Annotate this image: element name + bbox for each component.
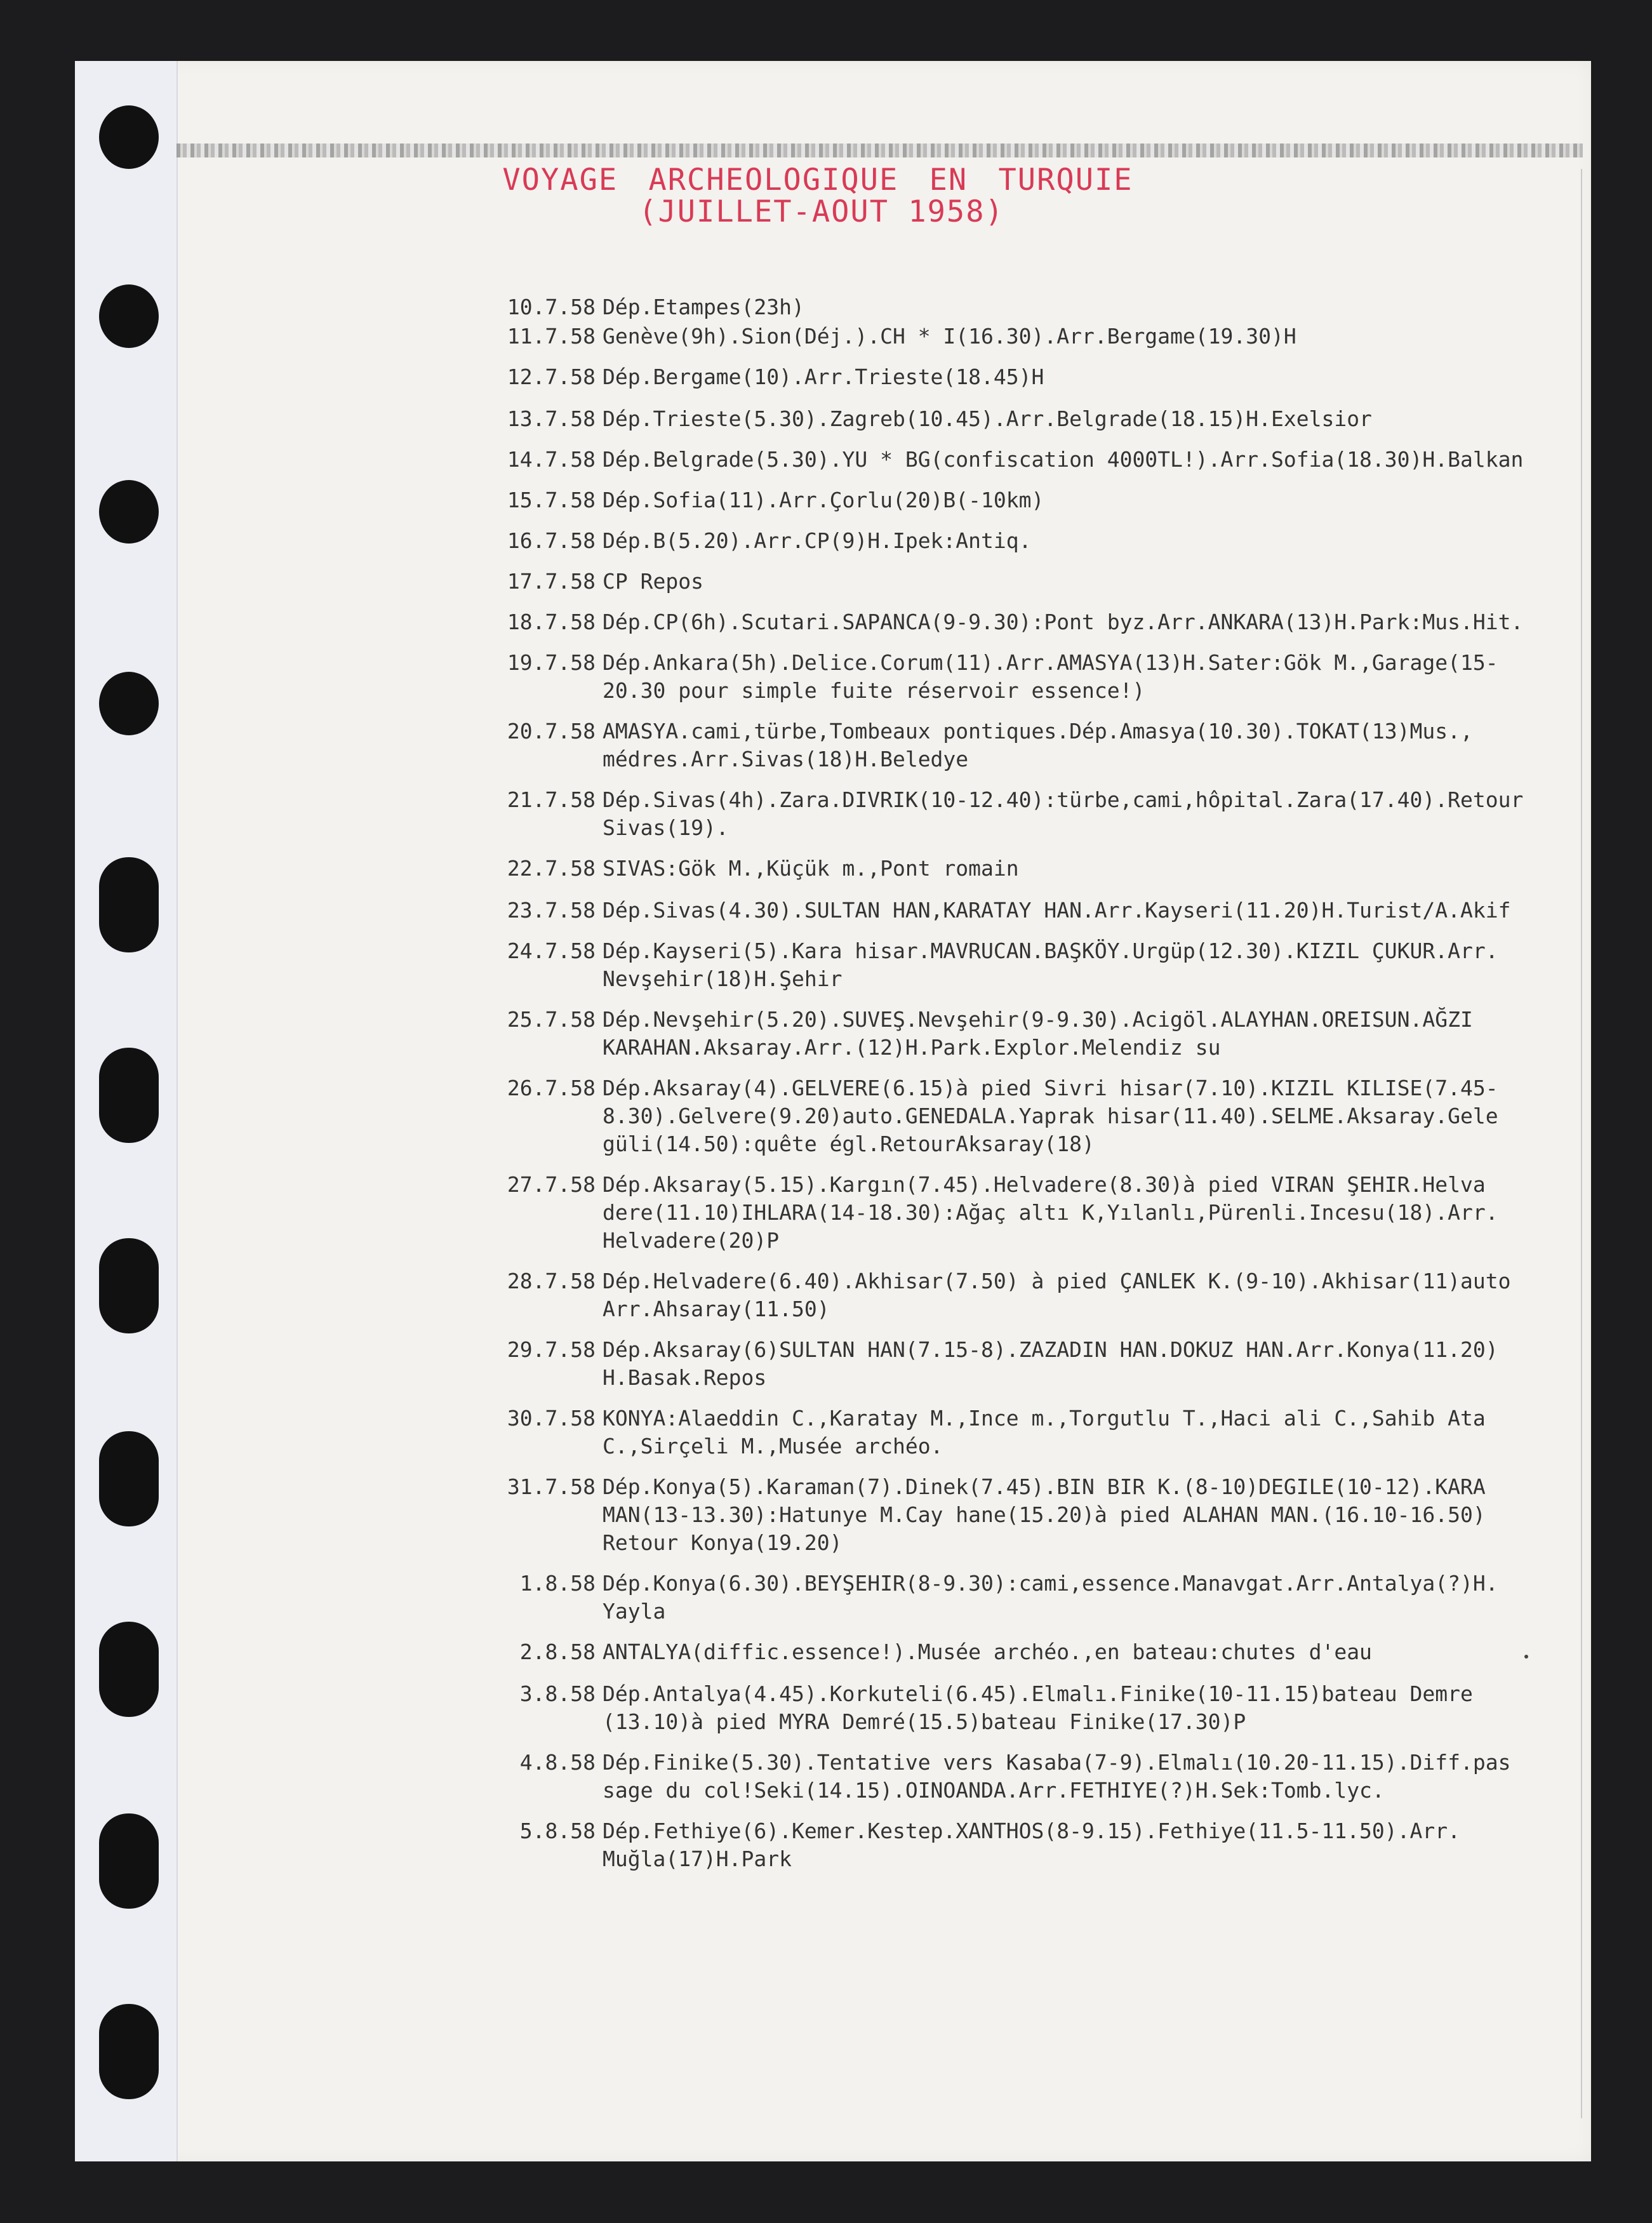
entry-date: 15.7.58 xyxy=(507,488,596,512)
entry-date: 24.7.58 xyxy=(507,938,596,963)
binder-hole xyxy=(99,1622,159,1717)
entry-text: Dép.Aksaray(4).GELVERE(6.15)à pied Sivri hisar(7.10).KIZIL KILISE(7.45- 8.30).Gelvere(9.20)auto.GENEDALA.Yaprak hisar(11.40).SELME.Aksaray.Gele güli(14.50):quête égl.RetourAksaray(18) xyxy=(603,1076,1498,1156)
entry-date: 20.7.58 xyxy=(507,719,596,744)
entry-text: AMASYA.cami,türbe,Tombeaux pontiques.Dép.Amasya(10.30).TOKAT(13)Mus., médres.Arr.Sivas(18)H.Beledye xyxy=(603,719,1473,771)
entry-text: Dép.Fethiye(6).Kemer.Kestep.XANTHOS(8-9.15).Fethiye(11.5-11.50).Arr. Muğla(17)H.Park xyxy=(603,1819,1461,1871)
binder-hole xyxy=(99,1238,159,1333)
entry-date: 11.7.58 xyxy=(507,324,596,349)
entry-text: Dép.B(5.20).Arr.CP(9)H.Ipek:Antiq. xyxy=(603,528,1032,553)
paper-sheet xyxy=(75,61,1591,2161)
entry-text: Dép.Ankara(5h).Delice.Corum(11).Arr.AMASYA(13)H.Sater:Gök M.,Garage(15- 20.30 pour simple fuite réservoir essence!) xyxy=(603,650,1498,703)
entry-text: Genève(9h).Sion(Déj.).CH * I(16.30).Arr.Bergame(19.30)H xyxy=(603,324,1296,349)
entry-text: Dép.Konya(6.30).BEYŞEHIR(8-9.30):cami,essence.Manavgat.Arr.Antalya(?)H. Yayla xyxy=(603,1571,1498,1624)
ink-dot xyxy=(1524,1655,1528,1659)
entry-text: Dép.Helvadere(6.40).Akhisar(7.50) à pied ÇANLEK K.(9-10).Akhisar(11)auto Arr.Ahsaray(11.50) xyxy=(603,1269,1511,1321)
entry-text: Dép.Kayseri(5).Kara hisar.MAVRUCAN.BAŞKÖY.Urgüp(12.30).KIZIL ÇUKUR.Arr. Nevşehir(18)H.Şehir xyxy=(603,938,1498,991)
entry-date: 31.7.58 xyxy=(507,1474,596,1499)
binder-hole xyxy=(99,284,159,348)
entry-text: Dép.Finike(5.30).Tentative vers Kasaba(7-9).Elmalı(10.20-11.15).Diff.pas sage du col!Seki(14.15).OINOANDA.Arr.FETHIYE(?)H.Sek:Tomb.lyc. xyxy=(603,1750,1511,1803)
entry-date: 17.7.58 xyxy=(507,569,596,594)
entry-date: 13.7.58 xyxy=(507,406,596,431)
entry-date: 30.7.58 xyxy=(507,1406,596,1431)
entry-date: 26.7.58 xyxy=(507,1076,596,1100)
entry-text: Dép.Etampes(23h) xyxy=(603,295,804,319)
binder-hole xyxy=(99,857,159,952)
entry-text: SIVAS:Gök M.,Küçük m.,Pont romain xyxy=(603,856,1019,881)
binder-hole xyxy=(99,672,159,735)
entry-date: 14.7.58 xyxy=(507,447,596,472)
binder-hole xyxy=(99,480,159,544)
entry-text: Dép.Trieste(5.30).Zagreb(10.45).Arr.Belgrade(18.15)H.Exelsior xyxy=(603,406,1372,431)
binder-hole xyxy=(99,1813,159,1909)
torn-top-edge xyxy=(177,144,1583,157)
entry-date: 27.7.58 xyxy=(507,1172,596,1197)
entry-date: 5.8.58 xyxy=(519,1819,596,1843)
document-subtitle: (JUILLET-AOUT 1958) xyxy=(639,194,1004,229)
entry-text: Dép.Sivas(4.30).SULTAN HAN,KARATAY HAN.Arr.Kayseri(11.20)H.Turist/A.Akif xyxy=(603,898,1511,923)
binder-hole xyxy=(99,1431,159,1526)
entry-date: 22.7.58 xyxy=(507,856,596,881)
entry-date: 2.8.58 xyxy=(519,1639,596,1664)
entry-text: ANTALYA(diffic.essence!).Musée archéo.,en bateau:chutes d'eau xyxy=(603,1639,1372,1664)
entry-date: 21.7.58 xyxy=(507,787,596,812)
entry-text: Dép.Konya(5).Karaman(7).Dinek(7.45).BIN BIR K.(8-10)DEGILE(10-12).KARA MAN(13-13.30):Hatunye M.Cay hane(15.20)à pied ALAHAN MAN.(16.10-16.50) Retour Konya(19.20) xyxy=(603,1474,1486,1555)
entry-date: 29.7.58 xyxy=(507,1337,596,1362)
entry-text: KONYA:Alaeddin C.,Karatay M.,Ince m.,Torgutlu T.,Haci ali C.,Sahib Ata C.,Sirçeli M.,Musée archéo. xyxy=(603,1406,1486,1459)
entry-text: Dép.Nevşehir(5.20).SUVEŞ.Nevşehir(9-9.30).Acigöl.ALAYHAN.OREISUN.AĞZI KARAHAN.Aksaray.Arr.(12)H.Park.Explor.Melendiz su xyxy=(603,1007,1473,1060)
entry-text: Dép.Sivas(4h).Zara.DIVRIK(10-12.40):türbe,cami,hôpital.Zara(17.40).Retour Sivas(19). xyxy=(603,787,1524,840)
entry-date: 10.7.58 xyxy=(507,295,596,319)
entry-text: Dép.Aksaray(6)SULTAN HAN(7.15-8).ZAZADIN HAN.DOKUZ HAN.Arr.Konya(11.20) H.Basak.Repos xyxy=(603,1337,1498,1390)
entry-text: Dép.Aksaray(5.15).Kargın(7.45).Helvadere(8.30)à pied VIRAN ŞEHIR.Helva dere(11.10)IHLARA(14-18.30):Ağaç altı K,Yılanlı,Pürenli.Incesu(18).Arr. Helvadere(20)P xyxy=(603,1172,1498,1253)
binder-hole xyxy=(99,2004,159,2099)
entry-text: Dép.Bergame(10).Arr.Trieste(18.45)H xyxy=(603,364,1044,389)
entry-date: 3.8.58 xyxy=(519,1681,596,1706)
entry-text: Dép.Belgrade(5.30).YU * BG(confiscation 4000TL!).Arr.Sofia(18.30)H.Balkan xyxy=(603,447,1524,472)
entry-date: 18.7.58 xyxy=(507,610,596,634)
entry-date: 1.8.58 xyxy=(519,1571,596,1596)
entry-text: CP Repos xyxy=(603,569,703,594)
entry-date: 16.7.58 xyxy=(507,528,596,553)
entry-text: Dép.Sofia(11).Arr.Çorlu(20)B(-10km) xyxy=(603,488,1044,512)
binder-hole xyxy=(99,1048,159,1143)
entry-text: Dép.Antalya(4.45).Korkuteli(6.45).Elmalı.Finike(10-11.15)bateau Demre (13.10)à pied MYRA Demré(15.5)bateau Finike(17.30)P xyxy=(603,1681,1473,1734)
entry-date: 23.7.58 xyxy=(507,898,596,923)
document-title: VOYAGE ARCHEOLOGIQUE EN TURQUIE xyxy=(502,163,1133,197)
entry-text: Dép.CP(6h).Scutari.SAPANCA(9-9.30):Pont byz.Arr.ANKARA(13)H.Park:Mus.Hit. xyxy=(603,610,1524,634)
entry-date: 12.7.58 xyxy=(507,364,596,389)
entry-date: 19.7.58 xyxy=(507,650,596,675)
binder-hole xyxy=(99,105,159,169)
entry-date: 28.7.58 xyxy=(507,1269,596,1293)
entry-date: 4.8.58 xyxy=(519,1750,596,1775)
entry-date: 25.7.58 xyxy=(507,1007,596,1032)
